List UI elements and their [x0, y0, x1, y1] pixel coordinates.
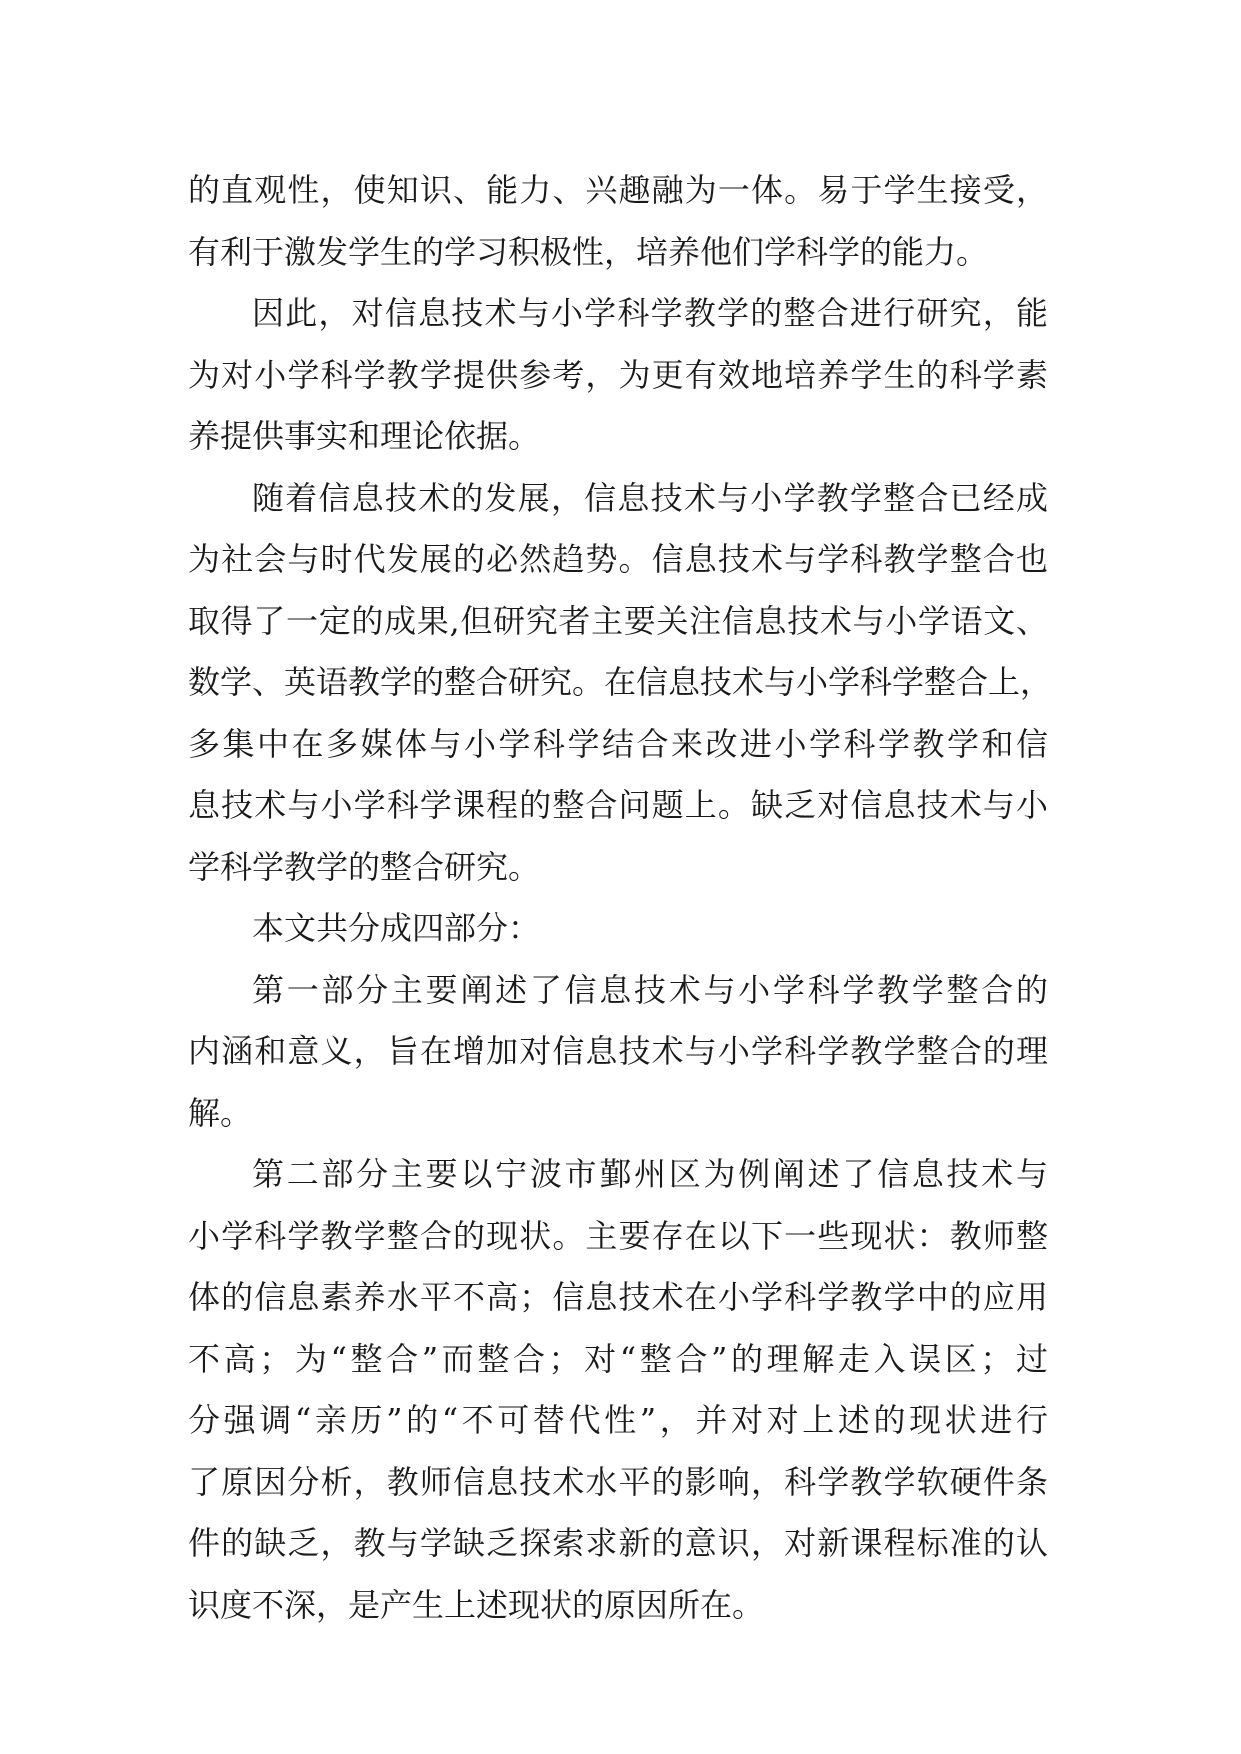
paragraph-6-line-4: 不高；为“整合”而整合；对“整合”的理解走入误区；过: [188, 1339, 1048, 1378]
paragraph-3-line-5: 多集中在多媒体与小学科学结合来改进小学科学教学和信: [188, 724, 1048, 763]
paragraph-6-line-8: 识度不深，是产生上述现状的原因所在。: [188, 1585, 765, 1624]
paragraph-5-line-3: 解。: [188, 1093, 253, 1132]
paragraph-6-line-6: 了原因分析，教师信息技术水平的影响，科学教学软硬件条: [188, 1462, 1048, 1501]
paragraph-6-line-3: 体的信息素养水平不高；信息技术在小学科学教学中的应用: [188, 1278, 1048, 1316]
paragraph-2-line-3: 养提供事实和理论依据。: [188, 417, 541, 455]
paragraph-1-line-1: 的直观性，使知识、能力、兴趣融为一体。易于学生接受，: [188, 171, 1048, 209]
paragraph-3-line-4: 数学、英语教学的整合研究。在信息技术与小学科学整合上，: [188, 663, 1053, 701]
body-text: [188, 160, 1053, 1636]
paragraph-5-line-1: 第一部分主要阐述了信息技术与小学科学教学整合的: [252, 970, 1048, 1009]
paragraph-5-line-2: 内涵和意义，旨在增加对信息技术与小学科学教学整合的理: [188, 1032, 1048, 1070]
paragraph-4-line-1: 本文共分成四部分：: [252, 909, 541, 947]
paragraph-6-line-1: 第二部分主要以宁波市鄞州区为例阐述了信息技术与: [252, 1155, 1048, 1193]
paragraph-3-line-1: 随着信息技术的发展，信息技术与小学教学整合已经成: [252, 478, 1048, 517]
paragraph-3-line-3: 取得了一定的成果,但研究者主要关注信息技术与小学语文、: [188, 601, 1048, 640]
paragraph-6-line-2: 小学科学教学整合的现状。主要存在以下一些现状：教师整: [188, 1216, 1048, 1255]
paragraph-3-line-6: 息技术与小学科学课程的整合问题上。缺乏对信息技术与小: [188, 786, 1048, 824]
paragraph-2-line-2: 为对小学科学教学提供参考，为更有效地培养学生的科学素: [188, 355, 1048, 394]
paragraph-3-line-7: 学科学教学的整合研究。: [188, 847, 541, 886]
paragraph-1-line-2: 有利于激发学生的学习积极性，培养他们学科学的能力。: [188, 232, 989, 271]
paragraph-2-line-1: 因此，对信息技术与小学科学教学的整合进行研究，能: [252, 294, 1048, 332]
paragraph-6-line-5: 分强调“亲历”的“不可替代性”，并对对上述的现状进行: [188, 1401, 1048, 1439]
paragraph-3-line-2: 为社会与时代发展的必然趋势。信息技术与学科教学整合也: [188, 540, 1048, 578]
paragraph-6-line-7: 件的缺乏，教与学缺乏探索求新的意识，对新课程标准的认: [188, 1524, 1048, 1562]
